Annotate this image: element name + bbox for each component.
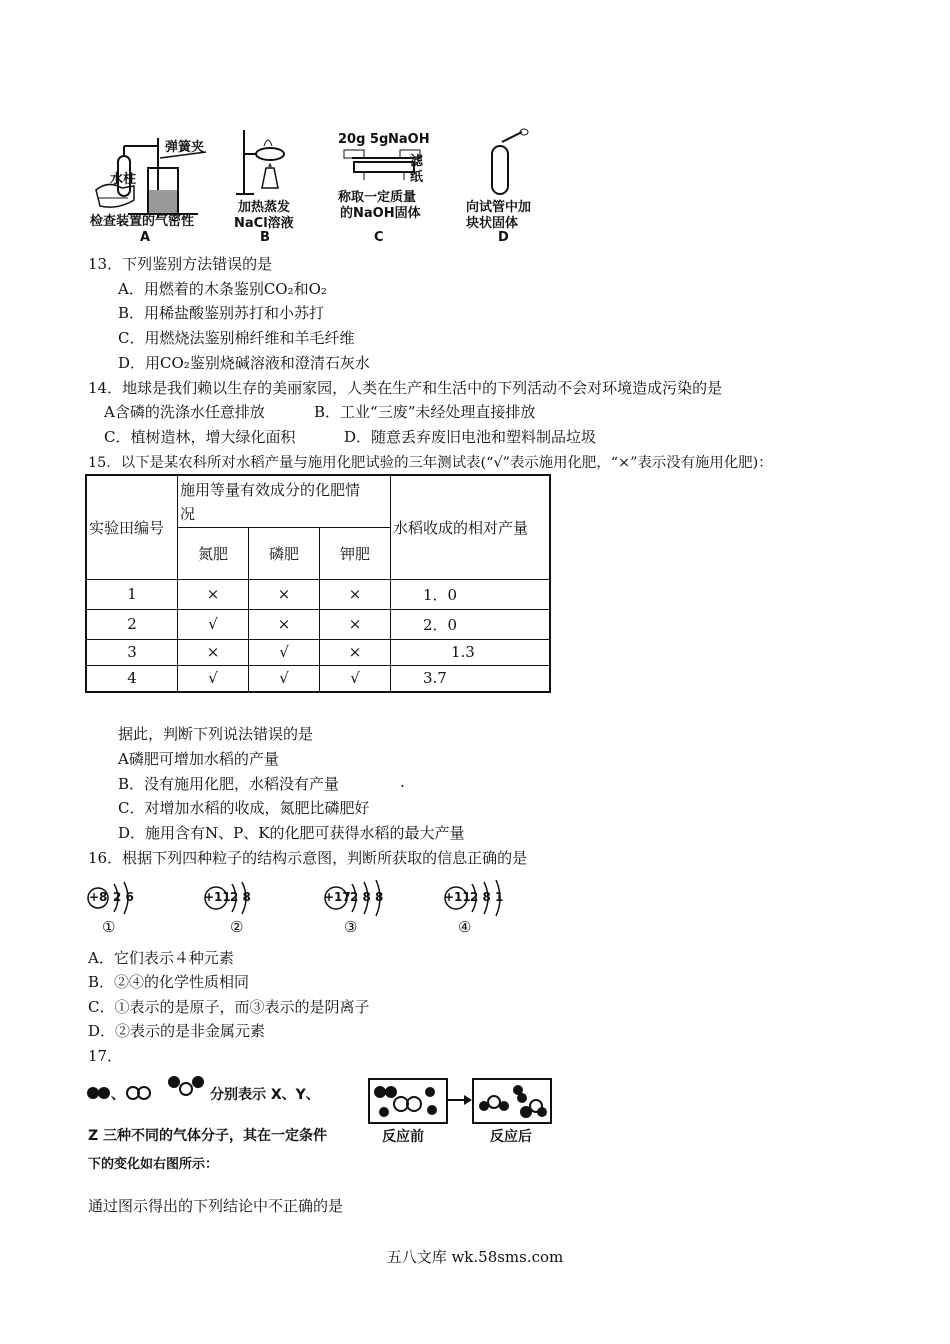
cell-p: √ — [249, 639, 320, 665]
z-molecule-icon — [168, 1076, 180, 1088]
q14-stem: 14．地球是我们赖以生存的美丽家园，人类在生产和生活中的下列活动不会对环境造成污染的是 — [88, 379, 723, 397]
header-phosphorus: 磷肥 — [249, 527, 320, 579]
particle-4 — [444, 876, 534, 938]
figure-label-b: B — [260, 230, 270, 245]
particle-1-electrons: 2 6 — [113, 890, 134, 904]
figure-label-a: A — [140, 230, 151, 245]
q13-option-b: B．用稀盐酸鉴别苏打和小苏打 — [118, 304, 325, 322]
particle-2-nucleus: +11 — [204, 890, 231, 904]
particle-4-label: ④ — [458, 918, 472, 936]
label-naoh: NaOH — [388, 132, 430, 147]
header-field-id: 实验田编号 — [86, 475, 178, 579]
figure-label-d: D — [498, 230, 509, 245]
cell-id: 4 — [86, 665, 178, 692]
before-molecules — [370, 1080, 446, 1122]
label-weights: 20g 5g — [338, 132, 389, 147]
particle-3-electrons: 2 8 8 — [350, 890, 384, 904]
caption-d-line2: 块状固体 — [466, 216, 519, 231]
reaction-before-box — [368, 1078, 448, 1124]
particle-1 — [86, 876, 166, 938]
particle-4-nucleus: +11 — [444, 890, 471, 904]
fertilizer-table — [85, 474, 551, 693]
q16-option-c: C．①表示的是原子，而③表示的是阴离子 — [88, 998, 370, 1016]
figure-a — [88, 128, 218, 246]
test-tube-drawing — [462, 128, 552, 198]
particle-3-label: ③ — [344, 918, 358, 936]
cell-n: × — [178, 579, 249, 609]
particle-3-nucleus: +17 — [324, 890, 351, 904]
q17-desc-line3: 下的变化如右图所示： — [88, 1157, 219, 1172]
q17-desc-line2: Z 三种不同的气体分子，其在一定条件 — [88, 1128, 328, 1144]
q15-option-c: C．对增加水稻的收成，氮肥比磷肥好 — [118, 799, 370, 817]
cell-yield: 1．0 — [391, 579, 551, 609]
particle-3 — [324, 876, 414, 938]
cell-yield: 2．0 — [391, 609, 551, 639]
q14-option-c: C．植树造林，增大绿化面积 — [104, 428, 296, 446]
particle-1-nucleus: +8 — [89, 890, 108, 904]
after-molecules — [474, 1080, 550, 1122]
cell-n: √ — [178, 665, 249, 692]
caption-b-line2: NaCl溶液 — [234, 216, 294, 231]
figure-label-c: C — [374, 230, 384, 245]
label-filter-1: 滤 — [410, 154, 424, 169]
q17-conclusion: 通过图示得出的下列结论中不正确的是 — [88, 1197, 344, 1215]
q14-option-d: D．随意丢弃废旧电池和塑料制品垃圾 — [344, 428, 597, 446]
cell-n: √ — [178, 609, 249, 639]
table-row — [86, 665, 550, 692]
q16-stem: 16．根据下列四种粒子的结构示意图，判断所获取的信息正确的是 — [88, 849, 528, 867]
q13-option-c: C．用燃烧法鉴别棉纤维和羊毛纤维 — [118, 329, 355, 347]
particle-2 — [204, 876, 284, 938]
q15-lead: 据此，判断下列说法错误的是 — [118, 725, 314, 743]
q16-option-d: D．②表示的是非金属元素 — [88, 1022, 266, 1040]
cell-id: 3 — [86, 639, 178, 665]
caption-c-line1: 称取一定质量 — [338, 190, 417, 205]
cell-k: × — [320, 579, 391, 609]
table-row — [86, 639, 550, 665]
reaction-arrow-icon — [446, 1093, 472, 1107]
caption-b-line1: 加热蒸发 — [238, 200, 291, 215]
cell-yield: 3.7 — [391, 665, 551, 692]
caption-c-line2: 的NaOH固体 — [340, 206, 421, 221]
particle-2-label: ② — [230, 918, 244, 936]
page-footer: 五八文库 wk.58sms.com — [386, 1248, 564, 1266]
q15-option-b: B．没有施用化肥，水稻没有产量 — [118, 775, 340, 793]
cell-k: × — [320, 609, 391, 639]
caption-d-line1: 向试管中加 — [466, 200, 532, 215]
label-spring-clip: 弹簧夹 — [165, 140, 205, 155]
header-nitrogen: 氮肥 — [178, 527, 249, 579]
cell-k: × — [320, 639, 391, 665]
q15-stray-mark: . — [400, 773, 405, 791]
q14-option-b: B．工业“三废”未经处理直接排放 — [314, 403, 536, 421]
table-row — [86, 579, 550, 609]
q14-option-a: A含磷的洗涤水任意排放 — [104, 403, 265, 421]
after-label: 反应后 — [490, 1129, 532, 1145]
q16-option-b: B．②④的化学性质相同 — [88, 973, 250, 991]
particle-1-label: ① — [102, 918, 116, 936]
label-filter-2: 纸 — [410, 170, 424, 185]
header-yield: 水稻收成的相对产量 — [391, 475, 551, 579]
particle-2-electrons: 2 8 — [230, 890, 251, 904]
q13-stem: 13．下列鉴别方法错误的是 — [88, 255, 273, 273]
caption-a: 检查装置的气密性 — [90, 214, 195, 229]
q17-legend — [86, 1072, 346, 1106]
header-fertilizer-group — [178, 475, 391, 527]
figure-b — [232, 128, 307, 246]
label-water-column: 水柱 — [110, 172, 137, 187]
q16-option-a: A．它们表示４种元素 — [88, 949, 234, 967]
cell-n: × — [178, 639, 249, 665]
q17-number: 17． — [88, 1047, 123, 1065]
cell-p: × — [249, 609, 320, 639]
q13-option-a: A．用燃着的木条鉴别CO₂和O₂ — [118, 280, 327, 298]
header-potassium: 钾肥 — [320, 527, 391, 579]
legend-text: 分别表示 X、Y、 — [210, 1087, 320, 1103]
cell-p: × — [249, 579, 320, 609]
evaporation-apparatus-drawing — [232, 128, 307, 198]
cell-yield: 1.3 — [391, 639, 551, 665]
legend-separator: 、 — [111, 1087, 125, 1103]
cell-id: 2 — [86, 609, 178, 639]
cell-p: √ — [249, 665, 320, 692]
x-molecule-icon — [87, 1087, 99, 1099]
q13-option-d: D．用CO₂鉴别烧碱溶液和澄清石灰水 — [118, 354, 370, 372]
q15-option-a: A磷肥可增加水稻的产量 — [118, 750, 279, 768]
particle-4-electrons: 2 8 1 — [470, 890, 504, 904]
q15-option-d: D．施用含有N、P、K的化肥可获得水稻的最大产量 — [118, 824, 465, 842]
q15-stem: 15．以下是某农科所对水稻产量与施用化肥试验的三年测试表(“√”表示施用化肥，“×”表示没有施用化肥)： — [88, 455, 773, 471]
figure-d — [462, 128, 552, 246]
header-group-line1: 施用等量有效成分的化肥情 — [180, 481, 361, 499]
header-group-line2: 况 — [180, 505, 196, 523]
before-label: 反应前 — [382, 1129, 424, 1145]
cell-id: 1 — [86, 579, 178, 609]
reaction-after-box — [472, 1078, 552, 1124]
cell-k: √ — [320, 665, 391, 692]
table-row — [86, 609, 550, 639]
figure-c — [334, 128, 434, 246]
